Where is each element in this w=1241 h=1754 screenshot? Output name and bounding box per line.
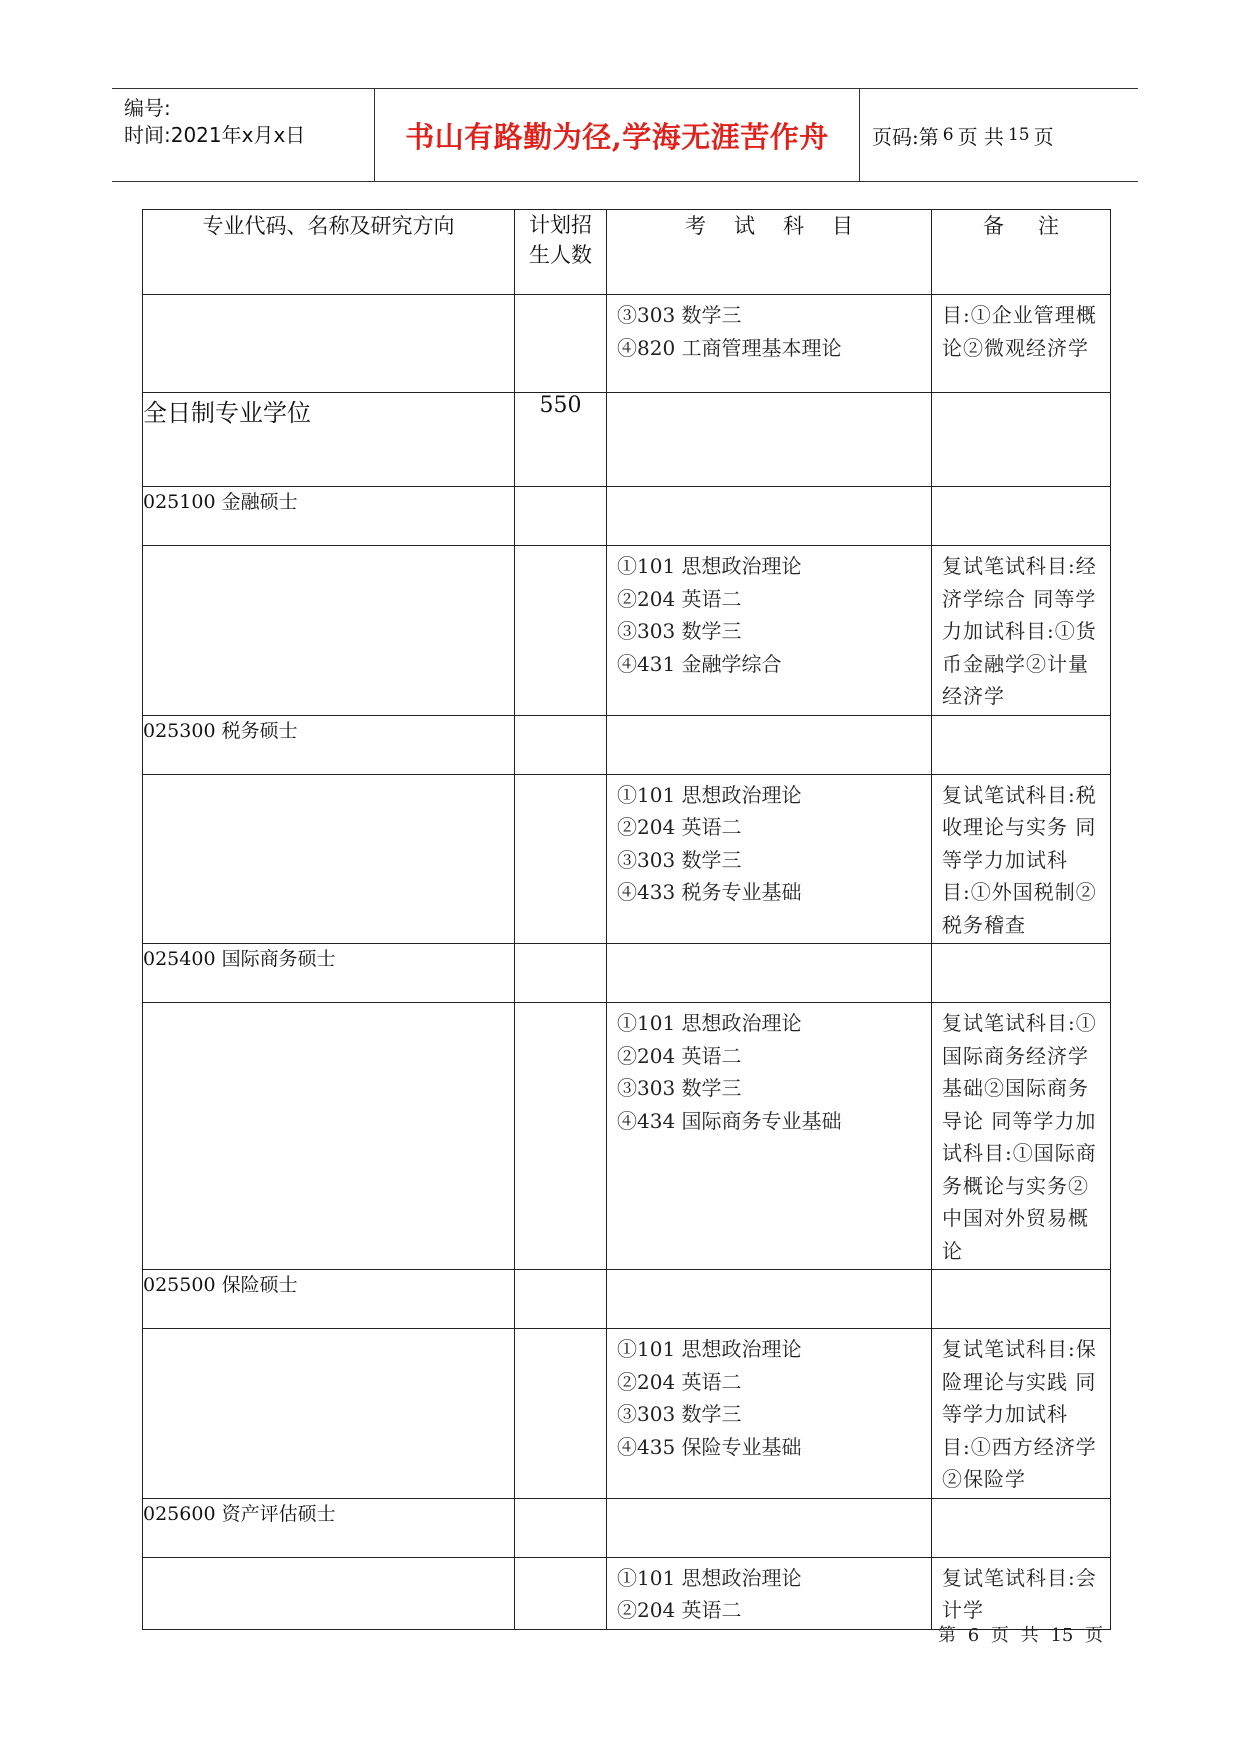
admissions-table	[142, 209, 1111, 1630]
major-cell	[143, 546, 515, 716]
subjects-cell	[607, 1557, 932, 1629]
subjects-cell	[607, 774, 932, 944]
subjects-cell	[607, 393, 932, 487]
header-plan-line2: 生人数	[529, 243, 592, 267]
program-detail-row	[143, 1557, 1111, 1629]
subjects-cell	[607, 487, 932, 546]
page-footer: 第 6 页 共 15 页	[938, 1625, 1103, 1646]
note-cell	[932, 1498, 1111, 1557]
subjects-cell	[607, 1498, 932, 1557]
subject-item: ①101 思想政治理论	[617, 1565, 802, 1590]
count-cell	[515, 1557, 607, 1629]
note-cell	[932, 295, 1111, 393]
subjects-cell	[607, 1329, 932, 1499]
subject-item: ③303 数学三	[617, 619, 742, 643]
table-row	[143, 393, 1111, 487]
page-suffix: 页	[1033, 124, 1054, 149]
note-text: 复试笔试科目:会计学	[942, 1565, 1097, 1622]
program-name: 025500 保险硕士	[143, 1270, 515, 1329]
document-number-label: 编号:	[124, 96, 171, 120]
program-detail-row	[143, 1329, 1111, 1499]
note-cell	[932, 1557, 1111, 1629]
header-meta	[112, 89, 374, 181]
program-detail-row	[143, 1003, 1111, 1270]
note-cell	[932, 393, 1111, 487]
major-cell	[143, 1003, 515, 1270]
count-cell	[515, 1498, 607, 1557]
subject-item: ①101 思想政治理论	[617, 1011, 802, 1035]
major-cell	[143, 1329, 515, 1499]
subject-item: ④434 国际商务专业基础	[617, 1108, 842, 1133]
header-plan-count	[515, 210, 607, 295]
subject-item: ③303 数学三	[617, 303, 742, 327]
subjects-cell	[607, 295, 932, 393]
subject-item: ③303 数学三	[617, 847, 742, 872]
note-text: 复试笔试科目:税收理论与实务 同等学力加试科目:①外国税制②税务稽查	[942, 782, 1097, 937]
program-name: 025100 金融硕士	[143, 487, 515, 546]
subjects-cell	[607, 1003, 932, 1270]
header-plan-line1: 计划招	[529, 213, 592, 237]
program-detail-row	[143, 546, 1111, 716]
header-notes: 备注	[932, 210, 1111, 295]
page-total: 15	[1007, 125, 1030, 145]
note-cell	[932, 487, 1111, 546]
program-title-row	[143, 944, 1111, 1003]
note-text: 复试笔试科目:①国际商务经济学基础②国际商务导论 同等学力加试科目:①国际商务概论与实务②中国对外贸易概论	[942, 1011, 1097, 1263]
count-cell	[515, 715, 607, 774]
count-cell	[515, 1003, 607, 1270]
header-page-number	[860, 89, 1138, 181]
subject-item: ①101 思想政治理论	[617, 554, 802, 578]
subject-item: ④433 税务专业基础	[617, 880, 802, 904]
subject-item: ④435 保险专业基础	[617, 1434, 802, 1459]
count-cell	[515, 944, 607, 1003]
count-cell	[515, 295, 607, 393]
note-cell	[932, 774, 1111, 944]
program-name: 025600 资产评估硕士	[143, 1498, 515, 1557]
subject-item: ①101 思想政治理论	[617, 1337, 802, 1361]
page-header	[112, 88, 1138, 182]
subjects-cell	[607, 546, 932, 716]
count-cell	[515, 1270, 607, 1329]
subject-item: ④820 工商管理基本理论	[617, 335, 842, 360]
note-cell	[932, 944, 1111, 1003]
program-detail-row	[143, 774, 1111, 944]
count-cell	[515, 546, 607, 716]
subject-item: ③303 数学三	[617, 1076, 742, 1100]
program-title-row	[143, 715, 1111, 774]
note-cell	[932, 1270, 1111, 1329]
table-row	[143, 295, 1111, 393]
subjects-cell	[607, 944, 932, 1003]
program-name: 025300 税务硕士	[143, 715, 515, 774]
subject-item: ②204 英语二	[617, 1043, 742, 1068]
header-motto: 书山有路勤为径,学海无涯苦作舟	[374, 89, 860, 181]
subject-item: ②204 英语二	[617, 1598, 742, 1622]
note-text: 目:①企业管理概论②微观经济学	[942, 303, 1097, 360]
note-cell	[932, 546, 1111, 716]
major-cell	[143, 774, 515, 944]
subjects-cell	[607, 715, 932, 774]
subject-item: ④431 金融学综合	[617, 651, 782, 676]
subject-item: ②204 英语二	[617, 586, 742, 611]
page-current: 6	[942, 125, 954, 145]
subjects-cell	[607, 1270, 932, 1329]
subject-item: ②204 英语二	[617, 1369, 742, 1394]
note-cell	[932, 715, 1111, 774]
page-prefix: 页码:第	[872, 124, 939, 149]
document-date: 时间:2021年x月x日	[124, 123, 306, 147]
major-cell	[143, 295, 515, 393]
program-title-row	[143, 487, 1111, 546]
table-header-row	[143, 210, 1111, 295]
note-text: 复试笔试科目:保险理论与实践 同等学力加试科目:①西方经济学②保险学	[942, 1337, 1097, 1491]
program-title-row	[143, 1498, 1111, 1557]
header-subjects: 考试科目	[607, 210, 932, 295]
program-name: 025400 国际商务硕士	[143, 944, 515, 1003]
subject-item: ①101 思想政治理论	[617, 782, 802, 807]
count-cell	[515, 1329, 607, 1499]
subject-item: ③303 数学三	[617, 1402, 742, 1426]
subject-item: ②204 英语二	[617, 815, 742, 839]
program-title-row	[143, 1270, 1111, 1329]
fulltime-label: 全日制专业学位	[143, 393, 515, 487]
note-cell	[932, 1003, 1111, 1270]
major-cell	[143, 1557, 515, 1629]
count-cell	[515, 774, 607, 944]
note-cell	[932, 1329, 1111, 1499]
count-cell	[515, 487, 607, 546]
header-major: 专业代码、名称及研究方向	[143, 210, 515, 295]
page-mid: 页 共	[957, 124, 1004, 149]
fulltime-count: 550	[515, 393, 607, 487]
note-text: 复试笔试科目:经济学综合 同等学力加试科目:①货币金融学②计量经济学	[942, 554, 1097, 708]
